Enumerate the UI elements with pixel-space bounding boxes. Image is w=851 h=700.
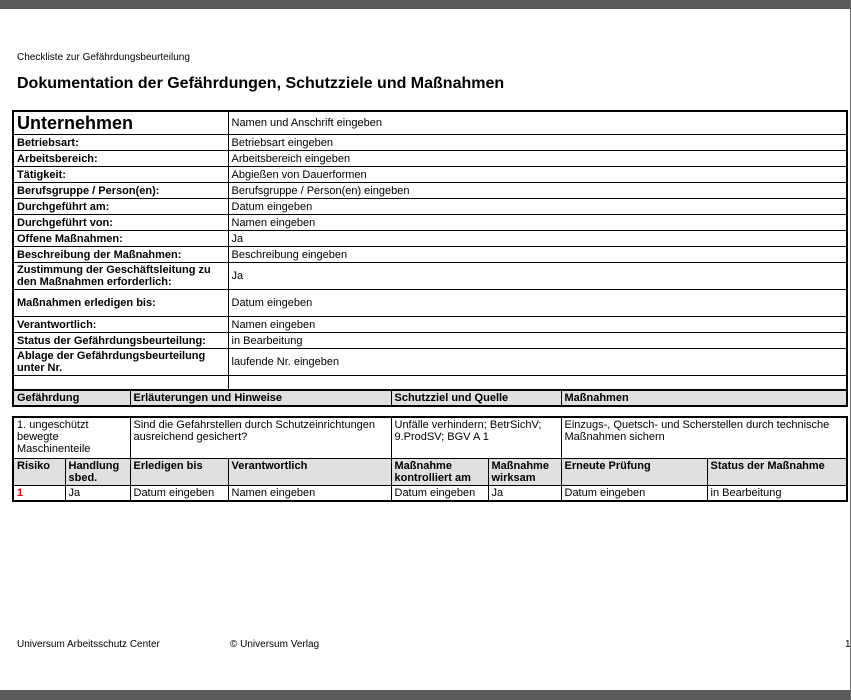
info-value[interactable]: Arbeitsbereich eingeben [228,151,847,167]
info-label: Durchgeführt am: [13,199,228,215]
footer-copyright: © Universum Verlag [230,639,320,650]
recheck-value[interactable]: Datum eingeben [561,485,707,501]
effective-header: Maßnahme wirksam [488,458,561,485]
checked-value[interactable]: Datum eingeben [391,485,488,501]
company-label: Unternehmen [13,111,228,135]
document-title: Dokumentation der Gefährdungen, Schutzziele und Maßnahmen [17,75,505,92]
info-value[interactable]: Datum eingeben [228,290,847,317]
info-label: Arbeitsbereich: [13,151,228,167]
hazard-goal: Unfälle verhindern; BetrSichV; 9.ProdSV; BGV A 1 [391,417,561,458]
company-info-table [12,110,848,404]
info-value[interactable]: in Bearbeitung [228,333,847,349]
info-row [13,183,847,199]
info-value[interactable]: Ja [228,231,847,247]
info-value[interactable]: Datum eingeben [228,199,847,215]
section-header-row [13,390,847,406]
checked-header: Maßnahme kontrolliert am [391,458,488,485]
measure-value-row [13,485,847,501]
status-header: Status der Maßnahme [707,458,847,485]
section-header-table [12,389,848,407]
action-header: Handlung sbed. [65,458,130,485]
info-label: Tätigkeit: [13,167,228,183]
responsible-value[interactable]: Namen eingeben [228,485,391,501]
due-header: Erledigen bis [130,458,228,485]
info-row [13,247,847,263]
info-row [13,167,847,183]
company-row [13,111,847,135]
page-number: 1 [845,639,851,650]
document-page [0,9,850,690]
info-label: Durchgeführt von: [13,215,228,231]
info-value[interactable]: Beschreibung eingeben [228,247,847,263]
info-row [13,199,847,215]
info-label: Offene Maßnahmen: [13,231,228,247]
info-label: Ablage der Gefährdungsbeurteilung unter Nr. [13,349,228,376]
hazard-detail-table [12,416,848,502]
info-row [13,215,847,231]
info-label: Verantwortlich: [13,317,228,333]
info-label: Betriebsart: [13,135,228,151]
header-measures: Maßnahmen [561,390,847,406]
info-row [13,317,847,333]
risk-header: Risiko [13,458,65,485]
viewer-top-bar [0,0,850,9]
info-value[interactable]: laufende Nr. eingeben [228,349,847,376]
info-row [13,135,847,151]
company-value[interactable]: Namen und Anschrift eingeben [228,111,847,135]
info-row [13,231,847,247]
measure-header-row [13,458,847,485]
header-hazard: Gefährdung [13,390,130,406]
risk-value[interactable]: 1 [13,485,65,501]
viewer-bottom-bar [0,690,850,700]
info-value[interactable]: Namen eingeben [228,317,847,333]
responsible-header: Verantwortlich [228,458,391,485]
hazard-row [13,417,847,458]
info-label: Status der Gefährdungsbeurteilung: [13,333,228,349]
status-value[interactable]: in Bearbeitung [707,485,847,501]
info-label: Beschreibung der Maßnahmen: [13,247,228,263]
info-value[interactable]: Berufsgruppe / Person(en) eingeben [228,183,847,199]
footer-publisher: Universum Arbeitsschutz Center [17,639,160,650]
document-subtitle: Checkliste zur Gefährdungsbeurteilung [17,52,190,63]
info-row [13,290,847,317]
info-label: Zustimmung der Geschäftsleitung zu den Maßnahmen erforderlich: [13,263,228,290]
info-label: Berufsgruppe / Person(en): [13,183,228,199]
header-notes: Erläuterungen und Hinweise [130,390,391,406]
info-value[interactable]: Abgießen von Dauerformen [228,167,847,183]
info-value[interactable]: Namen eingeben [228,215,847,231]
info-row [13,151,847,167]
hazard-name: 1. ungeschützt bewegte Maschinenteile [13,417,130,458]
action-value[interactable]: Ja [65,485,130,501]
info-label: Maßnahmen erledigen bis: [13,290,228,317]
info-row [13,349,847,376]
hazard-measure: Einzugs-, Quetsch- und Scherstellen durch technische Maßnahmen sichern [561,417,847,458]
info-value[interactable]: Ja [228,263,847,290]
info-row [13,333,847,349]
due-value[interactable]: Datum eingeben [130,485,228,501]
recheck-header: Erneute Prüfung [561,458,707,485]
header-goal: Schutzziel und Quelle [391,390,561,406]
hazard-question: Sind die Gefahrstellen durch Schutzeinrichtungen ausreichend gesichert? [130,417,391,458]
info-row [13,263,847,290]
effective-value[interactable]: Ja [488,485,561,501]
info-value[interactable]: Betriebsart eingeben [228,135,847,151]
